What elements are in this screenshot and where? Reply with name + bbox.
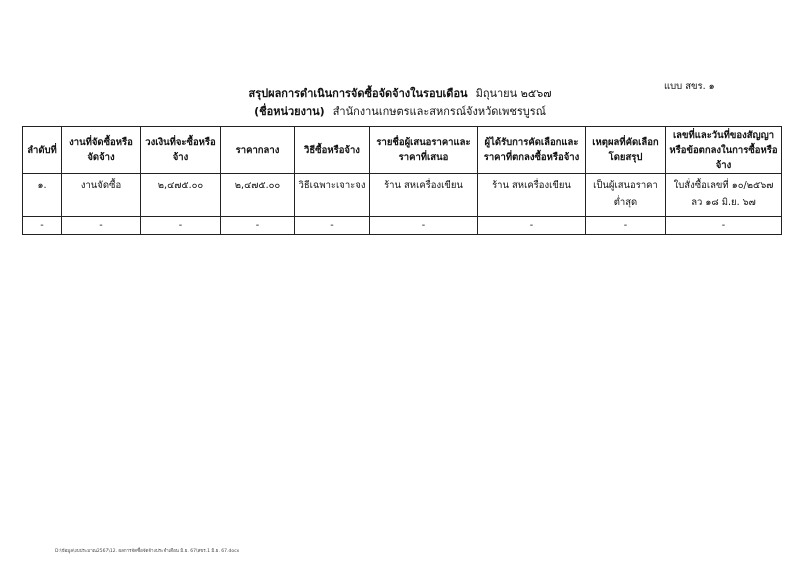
header-cell-no: ลำดับที่	[23, 127, 62, 174]
form-code: แบบ สขร. ๑	[664, 81, 715, 92]
cell-bidders: ร้าน สหเครื่องเขียน	[370, 174, 478, 217]
cell-selected: -	[478, 217, 586, 235]
cell-median-price: -	[221, 217, 295, 235]
header-cell-item: งานที่จัดซื้อหรือจัดจ้าง	[62, 127, 141, 174]
title-text: สรุปผลการดำเนินการจัดซื้อจัดจ้างในรอบเดือน	[248, 87, 468, 100]
cell-median-price: ๒,๔๗๕.๐๐	[221, 174, 295, 217]
cell-bidders: -	[370, 217, 478, 235]
cell-item: งานจัดซื้อ	[62, 174, 141, 217]
header-cell-bidders: รายชื่อผู้เสนอราคาและราคาที่เสนอ	[370, 127, 478, 174]
cell-no: -	[23, 217, 62, 235]
file-path-footer: D:\ข้อมูล\งบประมาณ2567\12. ผลการจัดซื้อจัดจ้างประจำเดือน มิ.ย. 67\สขร.1 มิ.ย. 67.docx	[55, 549, 240, 554]
table-row	[23, 217, 782, 235]
page-title	[200, 84, 600, 102]
header-cell-budget: วงเงินที่จะซื้อหรือจ้าง	[141, 127, 221, 174]
cell-contract: ใบสั่งซื้อเลขที่ ๑๐/๒๕๖๗ ลว ๑๘ มิ.ย. ๖๗	[666, 174, 782, 217]
cell-budget: -	[141, 217, 221, 235]
header-cell-reason: เหตุผลที่คัดเลือกโดยสรุป	[586, 127, 666, 174]
cell-no: ๑.	[23, 174, 62, 217]
cell-selected: ร้าน สหเครื่องเขียน	[478, 174, 586, 217]
agency-name: สำนักงานเกษตรและสหกรณ์จังหวัดเพชรบูรณ์	[332, 105, 546, 118]
header-cell-selected: ผู้ได้รับการคัดเลือกและราคาที่ตกลงซื้อหรือจ้าง	[478, 127, 586, 174]
cell-budget: ๒,๔๗๕.๐๐	[141, 174, 221, 217]
cell-item: -	[62, 217, 141, 235]
cell-reason: เป็นผู้เสนอราคาต่ำสุด	[586, 174, 666, 217]
agency-label: (ชื่อหน่วยงาน)	[254, 105, 325, 118]
table-header-row	[23, 127, 782, 174]
table-row	[23, 174, 782, 217]
procurement-table	[22, 126, 782, 235]
header-cell-median-price: ราคากลาง	[221, 127, 295, 174]
header-cell-method: วิธีซื้อหรือจ้าง	[295, 127, 370, 174]
cell-reason: -	[586, 217, 666, 235]
header-cell-contract: เลขที่และวันที่ของสัญญาหรือข้อตกลงในการซื้อหรือจ้าง	[666, 127, 782, 174]
cell-contract: -	[666, 217, 782, 235]
cell-method: -	[295, 217, 370, 235]
title-month: มิถุนายน ๒๕๖๗	[475, 87, 552, 100]
cell-method: วิธีเฉพาะเจาะจง	[295, 174, 370, 217]
agency-line	[170, 102, 630, 120]
